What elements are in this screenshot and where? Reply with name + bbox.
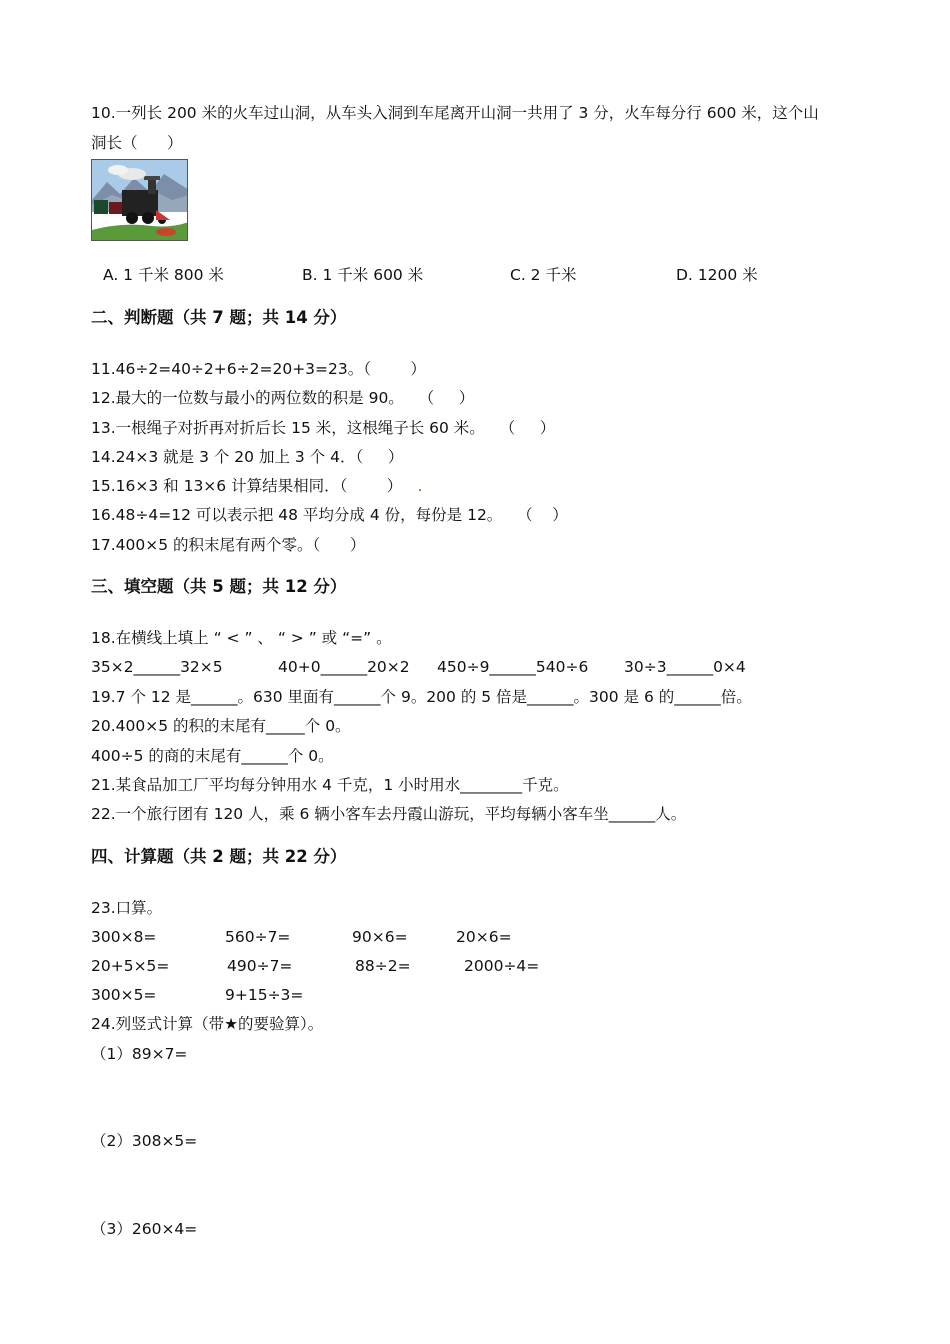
q18-blank-3: 450÷9______540÷6 — [437, 658, 589, 676]
question-15: 15.16×3 和 13×6 计算结果相同．（ ） — [91, 477, 403, 495]
mental-math-1-2: 560÷7= — [225, 928, 291, 946]
question-16: 16.48÷4=12 可以表示把 48 平均分成 4 份，每份是 12。 （ ） — [91, 506, 568, 524]
q18-blank-1: 35×2______32×5 — [91, 658, 223, 676]
mental-math-2-4: 2000÷4= — [464, 957, 540, 975]
section-3-title: 三、填空题（共 5 题；共 12 分） — [91, 577, 347, 596]
question-21: 21.某食品加工厂平均每分钟用水 4 千克，1 小时用水________千克。 — [91, 776, 569, 794]
mental-math-1-4: 20×6= — [456, 928, 512, 946]
option-a: A. 1 千米 800 米 — [103, 266, 224, 284]
question-14: 14.24×3 就是 3 个 20 加上 3 个 4．（ ） — [91, 448, 404, 466]
question-11: 11.46÷2=40÷2+6÷2=20+3=23。（ ） — [91, 360, 426, 378]
question-20-b: 400÷5 的商的末尾有______个 0。 — [91, 747, 334, 765]
question-19: 19.7 个 12 是______。630 里面有______个 9。200 的 5 倍是______。300 是 6 的______倍。 — [91, 688, 752, 706]
vertical-calc-2: （2）308×5= — [91, 1132, 198, 1150]
mental-math-3-2: 9+15÷3= — [225, 986, 304, 1004]
question-12: 12.最大的一位数与最小的两位数的积是 90。 （ ） — [91, 389, 475, 407]
mental-math-2-2: 490÷7= — [227, 957, 293, 975]
question-23: 23.口算。 — [91, 899, 163, 917]
question-10-line-1: 10.一列长 200 米的火车过山洞，从车头入洞到车尾离开山洞一共用了 3 分，火车每分行 600 米，这个山 — [91, 104, 819, 122]
stray-dot — [419, 489, 421, 491]
train-image — [91, 159, 188, 241]
question-24: 24.列竖式计算（带★的要验算）。 — [91, 1015, 324, 1033]
q18-blank-4: 30÷3______0×4 — [624, 658, 746, 676]
q18-blank-2: 40+0______20×2 — [278, 658, 410, 676]
question-13: 13.一根绳子对折再对折后长 15 米，这根绳子长 60 米。 （ ） — [91, 419, 556, 437]
option-c: C. 2 千米 — [510, 266, 577, 284]
section-4-title: 四、计算题（共 2 题；共 22 分） — [91, 847, 347, 866]
question-17: 17.400×5 的积末尾有两个零。（ ） — [91, 536, 366, 554]
question-10-line-2: 洞长（ ） — [91, 134, 183, 152]
question-20-a: 20.400×5 的积的末尾有_____个 0。 — [91, 717, 351, 735]
option-d: D. 1200 米 — [676, 266, 758, 284]
question-18: 18.在横线上填上 “ < ” 、 “ > ” 或 “=” 。 — [91, 629, 392, 647]
question-22: 22.一个旅行团有 120 人，乘 6 辆小客车去丹霞山游玩，平均每辆小客车坐______人。 — [91, 805, 687, 823]
mental-math-1-1: 300×8= — [91, 928, 157, 946]
section-2-title: 二、判断题（共 7 题；共 14 分） — [91, 308, 347, 327]
mental-math-2-1: 20+5×5= — [91, 957, 170, 975]
option-b: B. 1 千米 600 米 — [302, 266, 424, 284]
train-illustration — [92, 160, 188, 241]
mental-math-3-1: 300×5= — [91, 986, 157, 1004]
vertical-calc-3: （3）260×4= — [91, 1220, 198, 1238]
mental-math-1-3: 90×6= — [352, 928, 408, 946]
vertical-calc-1: （1）89×7= — [91, 1045, 188, 1063]
mental-math-2-3: 88÷2= — [355, 957, 411, 975]
